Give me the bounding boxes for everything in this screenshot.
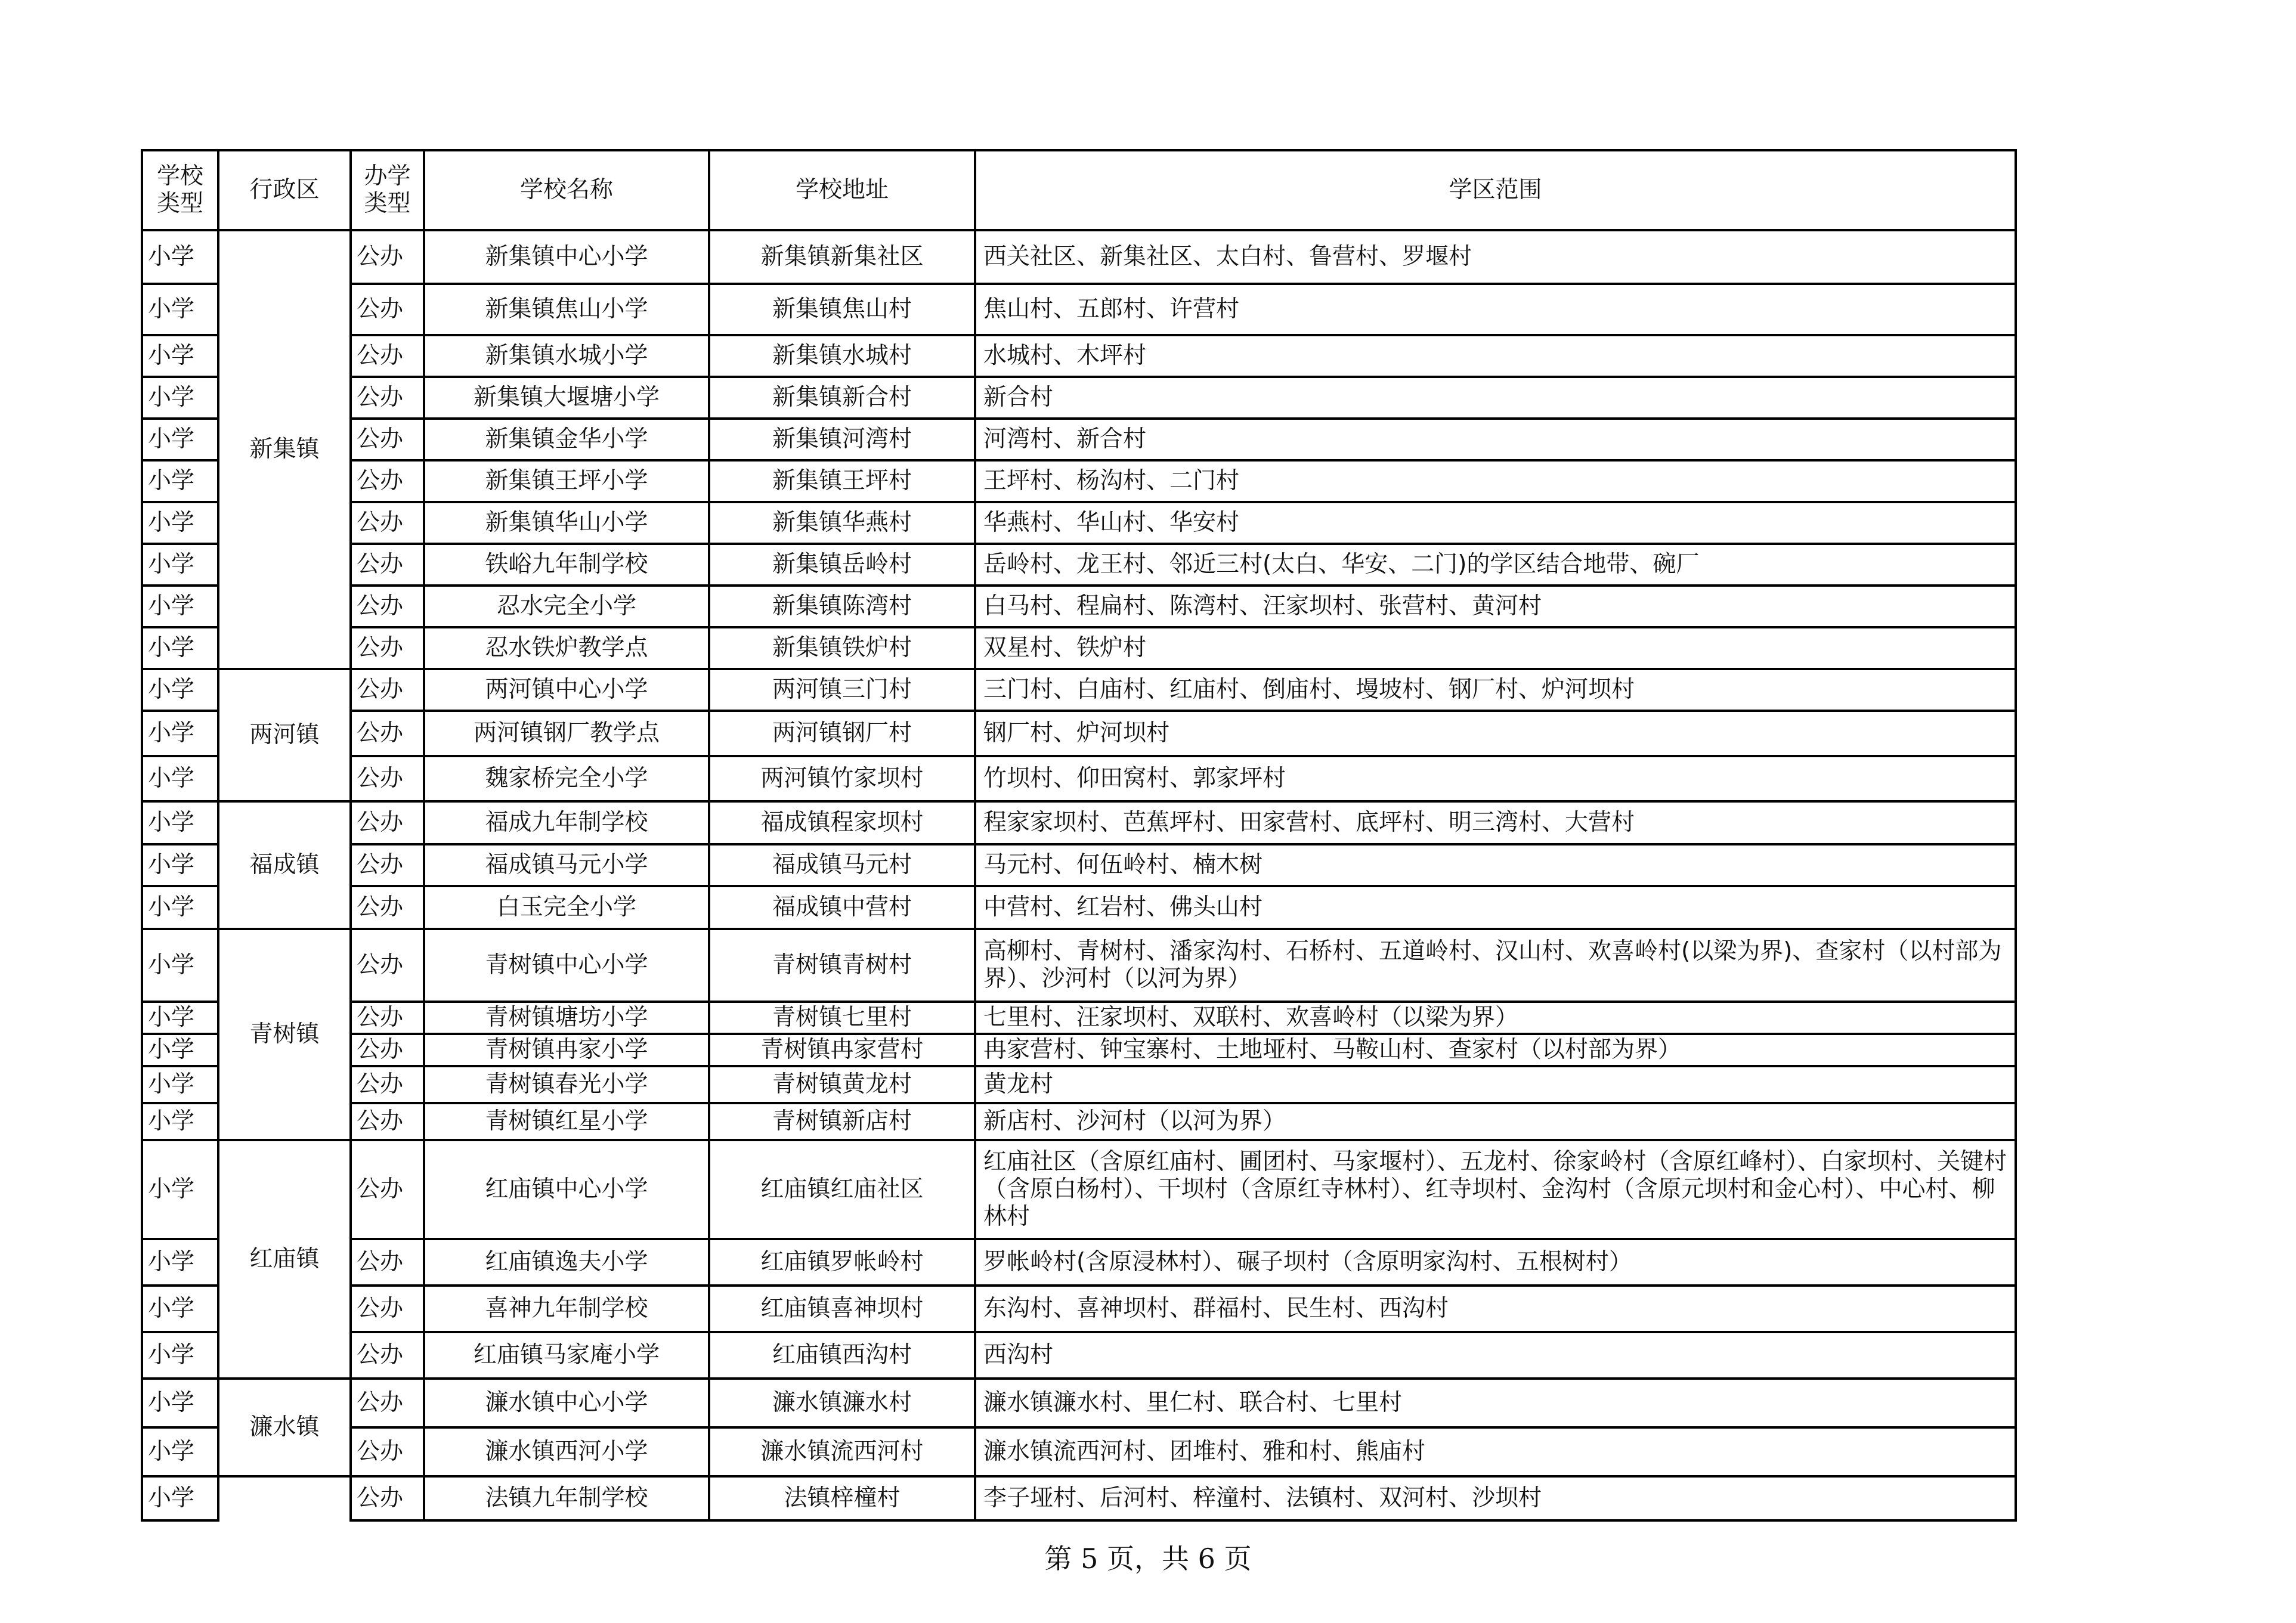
school-type-cell: 小学 [142,419,218,460]
district-range-cell: 东沟村、喜神坝村、群福村、民生村、西沟村 [975,1286,2016,1332]
district-range-cell: 黄龙村 [975,1066,2016,1103]
district-cell: 红庙镇 [218,1140,351,1379]
operation-type-cell: 公办 [351,886,424,929]
district-range-cell: 中营村、红岩村、佛头山村 [975,886,2016,929]
school-type-cell: 小学 [142,1427,218,1476]
school-address-cell: 濂水镇流西河村 [709,1427,975,1476]
district-range-cell: 西沟村 [975,1332,2016,1379]
district-range-cell: 高柳村、青树村、潘家沟村、石桥村、五道岭村、汉山村、欢喜岭村(以梁为界)、查家村（以村部为界）、沙河村（以河为界） [975,929,2016,1002]
operation-type-cell: 公办 [351,1034,424,1066]
operation-type-cell: 公办 [351,1002,424,1034]
school-name-cell: 新集镇水城小学 [424,335,709,377]
school-name-cell: 魏家桥完全小学 [424,756,709,801]
district-range-cell: 濂水镇濂水村、里仁村、联合村、七里村 [975,1379,2016,1427]
district-range-cell: 新店村、沙河村（以河为界） [975,1103,2016,1140]
header-school-name: 学校名称 [424,150,709,230]
operation-type-cell: 公办 [351,1140,424,1239]
table-row [142,335,2016,377]
table-row [142,1034,2016,1066]
school-address-cell: 青树镇黄龙村 [709,1066,975,1103]
operation-type-cell: 公办 [351,711,424,756]
district-range-cell: 濂水镇流西河村、团堆村、雅和村、熊庙村 [975,1427,2016,1476]
operation-type-cell: 公办 [351,284,424,335]
school-type-cell: 小学 [142,335,218,377]
school-address-cell: 濂水镇濂水村 [709,1379,975,1427]
school-name-cell: 忍水铁炉教学点 [424,627,709,669]
operation-type-cell: 公办 [351,627,424,669]
operation-type-cell: 公办 [351,419,424,460]
operation-type-cell: 公办 [351,1379,424,1427]
operation-type-cell: 公办 [351,1103,424,1140]
school-type-cell: 小学 [142,586,218,627]
school-address-cell: 青树镇冉家营村 [709,1034,975,1066]
table-row [142,1379,2016,1427]
school-name-cell: 新集镇王坪小学 [424,460,709,502]
school-address-cell: 新集镇岳岭村 [709,544,975,586]
district-range-cell: 白马村、程扁村、陈湾村、汪家坝村、张营村、黄河村 [975,586,2016,627]
school-type-cell: 小学 [142,1002,218,1034]
table-row [142,1066,2016,1103]
school-type-cell: 小学 [142,377,218,419]
district-range-cell: 钢厂村、炉河坝村 [975,711,2016,756]
operation-type-cell: 公办 [351,460,424,502]
school-name-cell: 新集镇大堰塘小学 [424,377,709,419]
school-type-cell: 小学 [142,1476,218,1520]
school-name-cell: 新集镇金华小学 [424,419,709,460]
school-address-cell: 福成镇中营村 [709,886,975,929]
table-row [142,669,2016,711]
school-type-cell: 小学 [142,1286,218,1332]
district-range-cell: 竹坝村、仰田窝村、郭家坪村 [975,756,2016,801]
school-name-cell: 福成九年制学校 [424,801,709,844]
district-range-cell: 水城村、木坪村 [975,335,2016,377]
table-row [142,756,2016,801]
table-row [142,230,2016,284]
table-row [142,544,2016,586]
table-row [142,460,2016,502]
school-name-cell: 红庙镇逸夫小学 [424,1239,709,1286]
table-row [142,929,2016,1002]
school-type-cell: 小学 [142,1140,218,1239]
school-name-cell: 新集镇华山小学 [424,502,709,544]
school-type-cell: 小学 [142,1379,218,1427]
school-type-cell: 小学 [142,502,218,544]
table-row [142,1239,2016,1286]
school-address-cell: 新集镇华燕村 [709,502,975,544]
school-address-cell: 红庙镇喜神坝村 [709,1286,975,1332]
school-name-cell: 红庙镇中心小学 [424,1140,709,1239]
district-cell [218,1476,351,1520]
operation-type-cell: 公办 [351,1286,424,1332]
operation-type-cell: 公办 [351,1476,424,1520]
operation-type-cell: 公办 [351,544,424,586]
district-cell: 濂水镇 [218,1379,351,1476]
district-range-cell: 罗帐岭村(含原浸林村）、碾子坝村（含原明家沟村、五根树村） [975,1239,2016,1286]
school-type-cell: 小学 [142,1034,218,1066]
header-district-range: 学区范围 [975,150,2016,230]
operation-type-cell: 公办 [351,502,424,544]
district-range-cell: 李子垭村、后河村、梓潼村、法镇村、双河村、沙坝村 [975,1476,2016,1520]
school-address-cell: 新集镇河湾村 [709,419,975,460]
operation-type-cell: 公办 [351,377,424,419]
table-row [142,1103,2016,1140]
school-address-cell: 新集镇王坪村 [709,460,975,502]
header-row [142,150,2016,230]
district-range-cell: 马元村、何伍岭村、楠木树 [975,844,2016,886]
district-range-cell: 西关社区、新集社区、太白村、鲁营村、罗堰村 [975,230,2016,284]
operation-type-cell: 公办 [351,335,424,377]
school-address-cell: 两河镇钢厂村 [709,711,975,756]
school-name-cell: 红庙镇马家庵小学 [424,1332,709,1379]
school-name-cell: 青树镇红星小学 [424,1103,709,1140]
school-type-cell: 小学 [142,1066,218,1103]
table-row [142,1002,2016,1034]
table-row [142,711,2016,756]
operation-type-cell: 公办 [351,586,424,627]
school-type-cell: 小学 [142,230,218,284]
school-name-cell: 福成镇马元小学 [424,844,709,886]
school-type-cell: 小学 [142,886,218,929]
header-school-type: 学校 类型 [142,150,218,230]
school-address-cell: 新集镇新集社区 [709,230,975,284]
operation-type-cell: 公办 [351,1066,424,1103]
page-number-footer: 第 5 页，共 6 页 [1044,1543,1252,1575]
district-range-cell: 新合村 [975,377,2016,419]
operation-type-cell: 公办 [351,669,424,711]
school-name-cell: 喜神九年制学校 [424,1286,709,1332]
school-address-cell: 红庙镇西沟村 [709,1332,975,1379]
table-row [142,1140,2016,1239]
school-address-cell: 两河镇三门村 [709,669,975,711]
header-operation-type: 办学 类型 [351,150,424,230]
school-name-cell: 忍水完全小学 [424,586,709,627]
school-name-cell: 新集镇焦山小学 [424,284,709,335]
header-school-address: 学校地址 [709,150,975,230]
operation-type-cell: 公办 [351,1239,424,1286]
table-row [142,284,2016,335]
school-type-cell: 小学 [142,544,218,586]
table-row [142,886,2016,929]
school-type-cell: 小学 [142,1103,218,1140]
table-row [142,627,2016,669]
table-row [142,586,2016,627]
school-type-cell: 小学 [142,284,218,335]
school-address-cell: 两河镇竹家坝村 [709,756,975,801]
operation-type-cell: 公办 [351,1332,424,1379]
school-type-cell: 小学 [142,801,218,844]
school-address-cell: 新集镇新合村 [709,377,975,419]
school-name-cell: 青树镇冉家小学 [424,1034,709,1066]
header-district: 行政区 [218,150,351,230]
table-row [142,1332,2016,1379]
school-name-cell: 新集镇中心小学 [424,230,709,284]
operation-type-cell: 公办 [351,756,424,801]
district-cell: 两河镇 [218,669,351,801]
school-address-cell: 新集镇铁炉村 [709,627,975,669]
school-address-cell: 红庙镇罗帐岭村 [709,1239,975,1286]
school-type-cell: 小学 [142,1332,218,1379]
school-name-cell: 两河镇钢厂教学点 [424,711,709,756]
district-range-cell: 三门村、白庙村、红庙村、倒庙村、墁坡村、钢厂村、炉河坝村 [975,669,2016,711]
school-address-cell: 青树镇七里村 [709,1002,975,1034]
operation-type-cell: 公办 [351,929,424,1002]
school-address-cell: 新集镇焦山村 [709,284,975,335]
district-cell: 福成镇 [218,801,351,929]
school-type-cell: 小学 [142,756,218,801]
district-cell: 青树镇 [218,929,351,1140]
school-name-cell: 白玉完全小学 [424,886,709,929]
district-range-cell: 河湾村、新合村 [975,419,2016,460]
school-address-cell: 新集镇水城村 [709,335,975,377]
school-name-cell: 青树镇中心小学 [424,929,709,1002]
district-range-cell: 红庙社区（含原红庙村、圃团村、马家堰村）、五龙村、徐家岭村（含原红峰村）、白家坝村、关键村（含原白杨村）、干坝村（含原红寺林村）、红寺坝村、金沟村（含原元坝村和金心村）、中心村、柳林村 [975,1140,2016,1239]
school-address-cell: 新集镇陈湾村 [709,586,975,627]
district-range-cell: 双星村、铁炉村 [975,627,2016,669]
school-name-cell: 濂水镇中心小学 [424,1379,709,1427]
table-row [142,1286,2016,1332]
district-cell: 新集镇 [218,230,351,669]
school-type-cell: 小学 [142,627,218,669]
school-address-cell: 青树镇青树村 [709,929,975,1002]
school-address-cell: 福成镇马元村 [709,844,975,886]
district-range-cell: 焦山村、五郎村、许营村 [975,284,2016,335]
school-name-cell: 青树镇春光小学 [424,1066,709,1103]
table-row [142,502,2016,544]
operation-type-cell: 公办 [351,801,424,844]
school-address-cell: 福成镇程家坝村 [709,801,975,844]
table-row [142,377,2016,419]
table-row [142,1427,2016,1476]
district-range-cell: 冉家营村、钟宝寨村、土地垭村、马鞍山村、查家村（以村部为界） [975,1034,2016,1066]
district-range-cell: 程家家坝村、芭蕉坪村、田家营村、底坪村、明三湾村、大营村 [975,801,2016,844]
school-address-cell: 法镇梓橦村 [709,1476,975,1520]
operation-type-cell: 公办 [351,1427,424,1476]
school-name-cell: 濂水镇西河小学 [424,1427,709,1476]
school-type-cell: 小学 [142,844,218,886]
school-name-cell: 铁峪九年制学校 [424,544,709,586]
school-district-table [141,149,2017,1522]
school-name-cell: 青树镇塘坊小学 [424,1002,709,1034]
school-name-cell: 法镇九年制学校 [424,1476,709,1520]
district-range-cell: 王坪村、杨沟村、二门村 [975,460,2016,502]
table-row [142,419,2016,460]
district-range-cell: 七里村、汪家坝村、双联村、欢喜岭村（以梁为界） [975,1002,2016,1034]
table-row [142,844,2016,886]
school-type-cell: 小学 [142,1239,218,1286]
district-range-cell: 华燕村、华山村、华安村 [975,502,2016,544]
school-type-cell: 小学 [142,711,218,756]
school-address-cell: 青树镇新店村 [709,1103,975,1140]
table-row [142,1476,2016,1520]
school-name-cell: 两河镇中心小学 [424,669,709,711]
table-row [142,801,2016,844]
operation-type-cell: 公办 [351,844,424,886]
school-type-cell: 小学 [142,460,218,502]
school-type-cell: 小学 [142,669,218,711]
district-range-cell: 岳岭村、龙王村、邻近三村(太白、华安、二门)的学区结合地带、碗厂 [975,544,2016,586]
operation-type-cell: 公办 [351,230,424,284]
school-type-cell: 小学 [142,929,218,1002]
school-address-cell: 红庙镇红庙社区 [709,1140,975,1239]
